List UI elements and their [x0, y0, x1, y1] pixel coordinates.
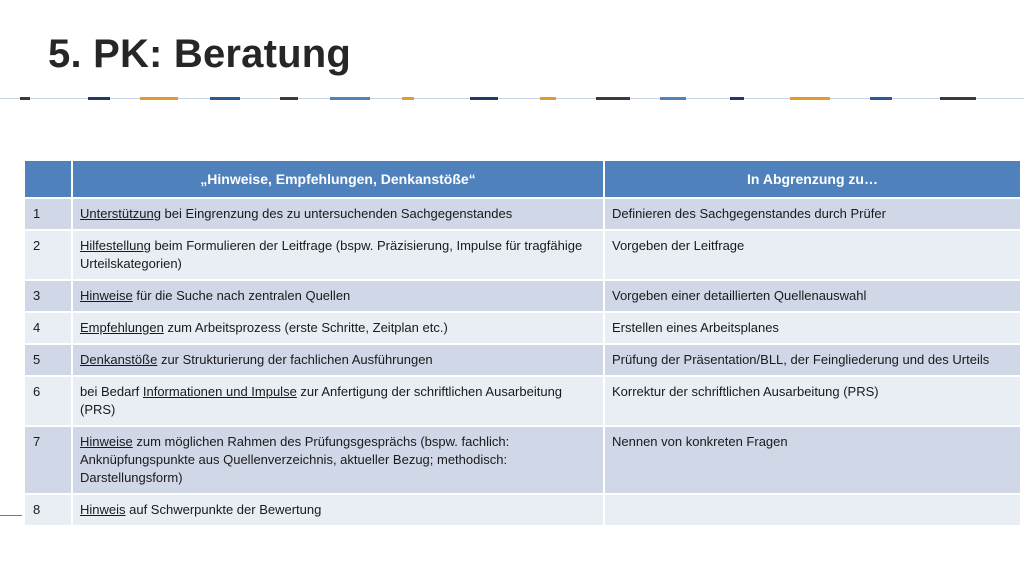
contrast-cell: Vorgeben der Leitfrage — [604, 230, 1021, 280]
contrast-cell: Vorgeben einer detaillierten Quellenauswahl — [604, 280, 1021, 312]
hint-keyword: Denkanstöße — [80, 352, 158, 367]
contrast-cell — [604, 494, 1021, 526]
row-number: 8 — [24, 494, 72, 526]
contrast-cell: Nennen von konkreten Fragen — [604, 426, 1021, 494]
hint-cell — [72, 376, 604, 426]
hint-text: auf Schwerpunkte der Bewertung — [125, 502, 322, 517]
consultation-table — [23, 159, 1022, 527]
hint-keyword: Hinweise — [80, 288, 133, 303]
table-header-row — [24, 160, 1021, 198]
hint-keyword: Informationen und Impulse — [142, 384, 297, 399]
hint-cell — [72, 198, 604, 230]
hint-keyword: Hinweis — [80, 502, 126, 517]
contrast-cell: Erstellen eines Arbeitsplanes — [604, 312, 1021, 344]
table-row — [24, 494, 1021, 526]
contrast-cell: Prüfung der Präsentation/BLL, der Feingliederung und des Urteils — [604, 344, 1021, 376]
row-number: 5 — [24, 344, 72, 376]
table-row — [24, 312, 1021, 344]
table-row — [24, 426, 1021, 494]
hint-text: beim Formulieren der Leitfrage (bspw. Präzisierung, Impulse für tragfähige Urteilskategorien) — [80, 238, 583, 271]
hint-prefix: bei Bedarf — [80, 384, 143, 399]
side-marker — [0, 515, 22, 516]
hint-cell — [72, 280, 604, 312]
row-number: 4 — [24, 312, 72, 344]
header-hints: „Hinweise, Empfehlungen, Denkanstöße“ — [72, 160, 604, 198]
contrast-cell: Definieren des Sachgegenstandes durch Prüfer — [604, 198, 1021, 230]
hint-text: zum Arbeitsprozess (erste Schritte, Zeitplan etc.) — [163, 320, 448, 335]
table-row — [24, 198, 1021, 230]
hint-cell — [72, 494, 604, 526]
hint-cell — [72, 230, 604, 280]
hint-text: zur Anfertigung der schriftlichen Ausarbeitung (PRS) — [80, 384, 563, 417]
hint-cell — [72, 312, 604, 344]
row-number: 1 — [24, 198, 72, 230]
header-contrast: In Abgrenzung zu… — [604, 160, 1021, 198]
hint-cell — [72, 426, 604, 494]
row-number: 2 — [24, 230, 72, 280]
header-number — [24, 160, 72, 198]
hint-keyword: Hinweise — [80, 434, 133, 449]
title-divider — [0, 95, 1024, 103]
table-row — [24, 344, 1021, 376]
hint-cell — [72, 344, 604, 376]
contrast-cell: Korrektur der schriftlichen Ausarbeitung (PRS) — [604, 376, 1021, 426]
hint-text: zur Strukturierung der fachlichen Ausführungen — [157, 352, 433, 367]
row-number: 3 — [24, 280, 72, 312]
hint-keyword: Unterstützung — [80, 206, 161, 221]
table-row — [24, 376, 1021, 426]
row-number: 7 — [24, 426, 72, 494]
slide-title: 5. PK: Beratung — [48, 32, 352, 76]
row-number: 6 — [24, 376, 72, 426]
hint-text: bei Eingrenzung des zu untersuchenden Sachgegenstandes — [160, 206, 513, 221]
table-row — [24, 280, 1021, 312]
hint-keyword: Hilfestellung — [80, 238, 151, 253]
hint-text: zum möglichen Rahmen des Prüfungsgesprächs (bspw. fachlich: Anknüpfungspunkte aus Quellenverzeichnis, aktueller Bezug; methodisch: Darstellungsform) — [80, 434, 510, 485]
table-row — [24, 230, 1021, 280]
hint-text: für die Suche nach zentralen Quellen — [132, 288, 351, 303]
hint-keyword: Empfehlungen — [80, 320, 164, 335]
